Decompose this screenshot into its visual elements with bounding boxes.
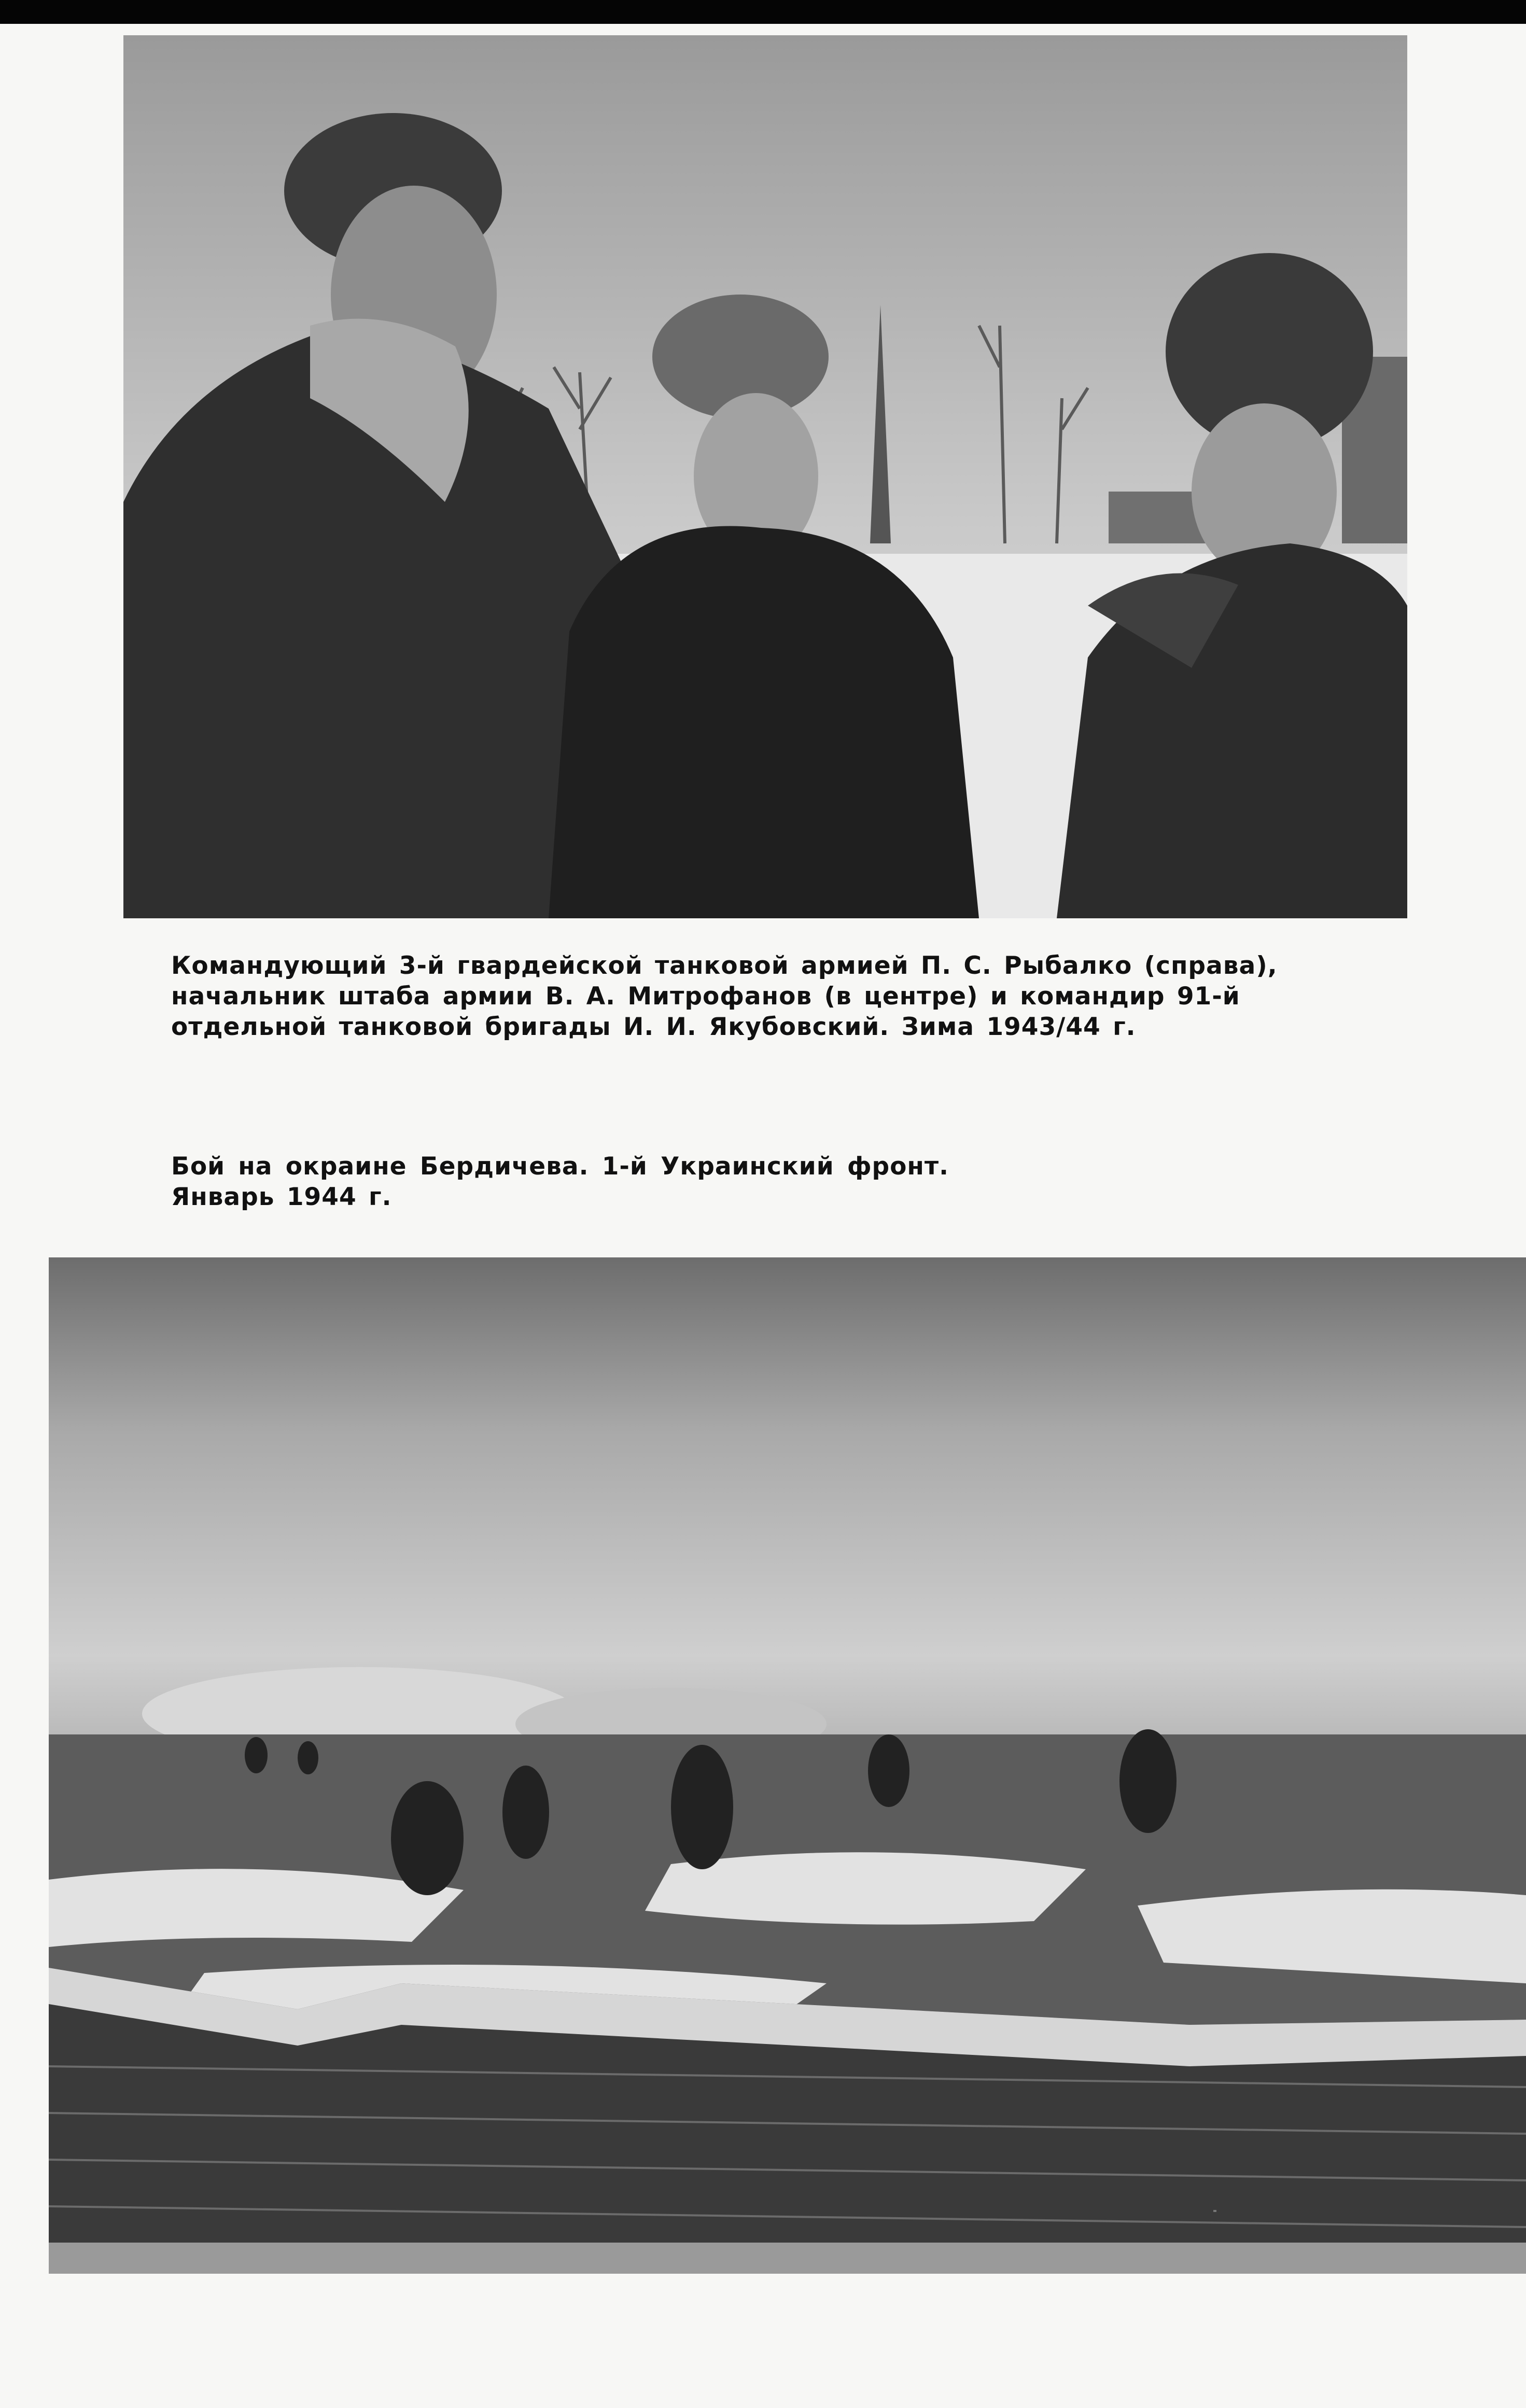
caption-commanders (171, 950, 1278, 1042)
caption-line: Бой на окраине Бердичева. 1-й Украинский фронт. (171, 1152, 949, 1181)
caption-line: Январь 1944 г. (171, 1183, 392, 1211)
caption-line: отдельной танковой бригады И. И. Якубовский. Зима 1943/44 г. (171, 1013, 1136, 1041)
photo-battle (49, 1257, 1526, 2274)
photo-commanders (123, 35, 1407, 918)
caption-line: Командующий 3-й гвардейской танковой армией П. С. Рыбалко (справа), (171, 951, 1278, 980)
top-border (0, 0, 1526, 24)
speck (1213, 2210, 1216, 2212)
caption-line: начальник штаба армии В. А. Митрофанов (в центре) и командир 91-й (171, 982, 1240, 1011)
caption-battle (171, 1151, 949, 1212)
